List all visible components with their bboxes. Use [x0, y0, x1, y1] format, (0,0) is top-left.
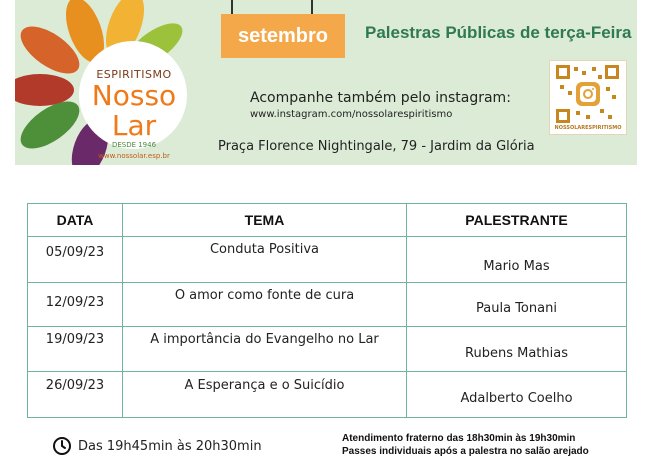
- logo: [15, 0, 205, 165]
- row-palestrante: Rubens Mathias: [407, 327, 627, 372]
- row-date: 05/09/23: [28, 237, 123, 283]
- column-header-tema: TEMA: [123, 204, 407, 237]
- row-date: 26/09/23: [28, 372, 123, 418]
- address: Praça Florence Nightingale, 79 - Jardim da Glória: [218, 139, 535, 154]
- schedule-table: [27, 203, 627, 418]
- logo-text: [69, 68, 199, 160]
- row-palestrante: Mario Mas: [407, 237, 627, 283]
- row-date: 12/09/23: [28, 283, 123, 327]
- row-tema: Conduta Positiva: [123, 237, 407, 283]
- row-palestrante: Adalberto Coelho: [407, 372, 627, 418]
- footer-notes: [342, 432, 589, 458]
- qr-code-icon: [556, 65, 619, 123]
- row-tema: A importância do Evangelho no Lar: [123, 327, 407, 372]
- column-header-date: DATA: [28, 204, 123, 237]
- table-row: [28, 237, 627, 283]
- instagram-text: Acompanhe também pelo instagram:: [250, 90, 511, 106]
- note-passes: Passes individuais após a palestra no salão arejado: [342, 446, 589, 457]
- time-info: [52, 436, 262, 456]
- header-banner: [15, 0, 637, 165]
- row-tema: A Esperança e o Suicídio: [123, 372, 407, 418]
- qr-label: NOSSOLARESPIRITISMO: [554, 125, 622, 131]
- table-row: [28, 283, 627, 327]
- row-date: 19/09/23: [28, 327, 123, 372]
- table-row: [28, 372, 627, 418]
- logo-since: DESDE 1946: [111, 141, 157, 149]
- time-text: Das 19h45min às 20h30min: [78, 438, 262, 454]
- table-header-row: [28, 204, 627, 237]
- table-row: [28, 327, 627, 372]
- logo-espiritismo: ESPIRITISMO: [96, 68, 172, 81]
- qr-code[interactable]: [549, 60, 627, 135]
- note-atendimento: Atendimento fraterno das 18h30min às 19h30min: [342, 433, 576, 444]
- row-palestrante: Paula Tonani: [407, 283, 627, 327]
- column-header-palestrante: PALESTRANTE: [407, 204, 627, 237]
- logo-title: Nosso Lar: [91, 79, 177, 142]
- logo-site: www.nossolar.esp.br: [98, 152, 170, 160]
- instagram-link[interactable]: www.instagram.com/nossolarespiritismo: [250, 109, 453, 120]
- month-tag: setembro: [221, 14, 345, 58]
- row-tema: O amor como fonte de cura: [123, 283, 407, 327]
- clock-icon: [52, 436, 72, 456]
- page-title: Palestras Públicas de terça-Feira: [365, 23, 632, 42]
